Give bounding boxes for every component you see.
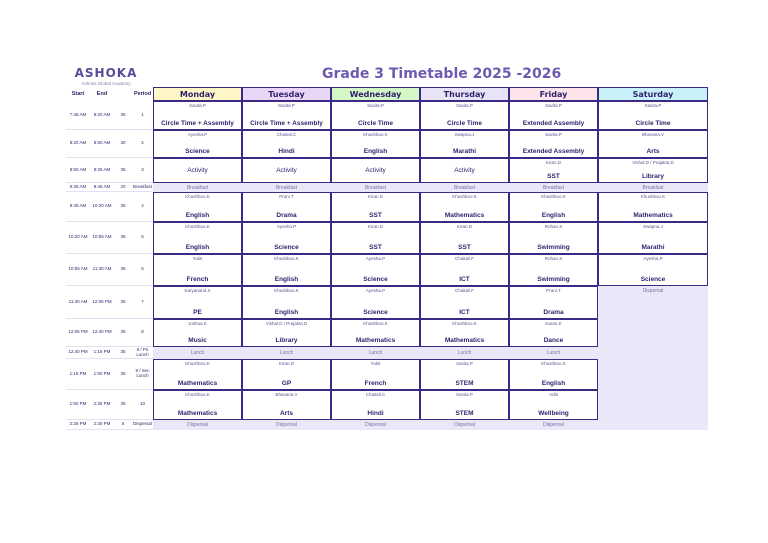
teacher-name: Ayesha.P (365, 288, 386, 293)
lesson-cell (509, 254, 598, 286)
lesson-cell (509, 286, 598, 319)
duration: 30 (114, 130, 132, 158)
subject-name: English (185, 244, 210, 251)
teacher-name: Kiran.D (278, 361, 294, 366)
end-time: 1:50 PM (90, 359, 114, 390)
subject-name: Marathi (452, 148, 477, 155)
start-time: 1:50 PM (66, 390, 90, 420)
lesson-cell (420, 359, 509, 390)
lesson-cell (598, 101, 708, 130)
day-header-monday: Monday (153, 87, 242, 101)
duration: 5 (114, 420, 132, 430)
dispersal-band: Dispersal (242, 420, 331, 430)
dispersal-band: Dispersal (331, 420, 420, 430)
start-time: 9:45 AM (66, 192, 90, 222)
teacher-name: Chaitali.F (454, 256, 474, 261)
teacher-name: Ayesha.P (276, 224, 297, 229)
lesson-cell (509, 130, 598, 158)
period-label: 6 (132, 254, 153, 286)
teacher-name: Chaitali.C (365, 392, 386, 397)
teacher-name: Yukti (192, 256, 203, 261)
subject-name: Science (363, 276, 388, 283)
lesson-cell (331, 158, 420, 183)
subject-name: Mathematics (633, 212, 673, 219)
duration: 35 (114, 347, 132, 359)
subject-name: Mathematics (355, 337, 396, 344)
duration: 35 (114, 222, 132, 254)
subject-name: Circle Time (358, 120, 393, 127)
lesson-cell (598, 130, 708, 158)
start-time: 9:25 AM (66, 183, 90, 192)
lesson-cell (331, 390, 420, 420)
duration: 35 (114, 101, 132, 130)
lesson-cell (242, 319, 331, 347)
lesson-cell (598, 222, 708, 254)
lesson-cell (420, 101, 509, 130)
lunch-band: Lunch (242, 347, 331, 359)
subject-name: Science (274, 244, 299, 251)
start-time: 8:20 AM (66, 130, 90, 158)
subject-name: English (274, 309, 299, 316)
subject-name: STEM (455, 380, 474, 387)
day-header-thursday: Thursday (420, 87, 509, 101)
lesson-cell (331, 130, 420, 158)
teacher-name: Khushboo.K (185, 194, 210, 199)
teacher-name: Prani.T (279, 194, 294, 199)
subject-name: Circle Time + Assembly (250, 120, 323, 127)
teacher-name: Savita.P (189, 103, 206, 108)
end-time: 10:20 AM (90, 192, 114, 222)
period-label: 4 (132, 192, 153, 222)
lesson-cell (153, 101, 242, 130)
teacher-name: Chaitali.C (276, 132, 297, 137)
teacher-name: Savita.P (367, 103, 384, 108)
lesson-cell (331, 359, 420, 390)
lesson-cell (153, 130, 242, 158)
period-label: Breakfast (132, 183, 153, 192)
subject-name: SST (369, 244, 382, 251)
lunch-band: Lunch (331, 347, 420, 359)
subject-name: English (541, 380, 566, 387)
start-time: 12:40 PM (66, 347, 90, 359)
subject-name: Mathematics (444, 337, 485, 344)
teacher-name: Savita.P (644, 103, 662, 108)
lesson-cell (420, 254, 509, 286)
subject-name: STEM (455, 410, 474, 417)
subject-name: English (274, 276, 299, 283)
period-label: 1 (132, 101, 153, 130)
subject-name: French (186, 276, 209, 283)
teacher-name: Rohan.S (544, 224, 563, 229)
subject-name: ICT (459, 276, 470, 283)
lesson-cell (598, 192, 708, 222)
end-time: 9:25 AM (90, 158, 114, 183)
lesson-cell (242, 286, 331, 319)
lesson-cell (598, 158, 708, 183)
start-time: 2:25 PM (66, 420, 90, 430)
teacher-name: Savita.P (278, 103, 295, 108)
school-logo (66, 66, 146, 86)
breakfast-band: Breakfast (153, 183, 242, 192)
lesson-cell (242, 390, 331, 420)
subject-name: Activity (365, 166, 386, 174)
teacher-name: Vishal.D / Prajakta.D (265, 321, 308, 326)
teacher-name: Khushboo.K (452, 321, 477, 326)
teacher-name: Savita.P (456, 361, 473, 366)
subject-name: Drama (276, 212, 297, 219)
subject-name: Library (275, 337, 298, 344)
timetable-grid (66, 87, 708, 430)
subject-name: Extended Assembly (522, 148, 585, 155)
end-time: 1:15 PM (90, 347, 114, 359)
subject-name: Circle Time (635, 120, 671, 127)
lesson-cell (331, 254, 420, 286)
teacher-name: Savita.P (456, 103, 473, 108)
teacher-name: Karan.K (545, 321, 562, 326)
end-time: 10:55 AM (90, 222, 114, 254)
subject-name: Mathematics (177, 380, 218, 387)
subject-name: Marathi (641, 244, 665, 251)
subject-name: SST (369, 212, 382, 219)
lesson-cell (420, 390, 509, 420)
period-label: Dispersal (132, 420, 153, 430)
subject-name: Wellbeing (538, 410, 569, 417)
subject-name: GP (281, 380, 292, 387)
lesson-cell (331, 222, 420, 254)
lesson-cell (153, 390, 242, 420)
subject-name: Activity (187, 166, 208, 174)
breakfast-band: Breakfast (420, 183, 509, 192)
lesson-cell (242, 222, 331, 254)
teacher-name: Khushboo.K (274, 288, 299, 293)
lesson-cell (331, 101, 420, 130)
start-time: 12:05 PM (66, 319, 90, 347)
subject-name: Mathematics (444, 212, 485, 219)
lesson-cell (420, 319, 509, 347)
teacher-name: Yukti (370, 361, 381, 366)
teacher-name: Swapna.J (454, 132, 475, 137)
subject-name: Drama (543, 309, 564, 316)
teacher-name: Ayesha.P (365, 256, 386, 261)
lesson-cell (153, 254, 242, 286)
end-time: 11:30 AM (90, 254, 114, 286)
teacher-name: Khushboo.K (640, 194, 666, 199)
subject-name: Science (363, 309, 388, 316)
dispersal-band: Dispersal (420, 420, 509, 430)
period-label: 5 (132, 222, 153, 254)
teacher-name: Khushboo.K (185, 392, 210, 397)
end-time: 12:05 PM (90, 286, 114, 319)
teacher-name: Aditi (549, 392, 558, 397)
lesson-cell (153, 158, 242, 183)
subject-name: Swimming (537, 276, 570, 283)
teacher-name: Kiran.D (367, 194, 383, 199)
day-header-friday: Friday (509, 87, 598, 101)
teacher-name: Savita.P (456, 392, 473, 397)
lesson-cell (420, 286, 509, 319)
period-label: 9 / Sec Lunch (132, 359, 153, 390)
subject-name: Music (188, 337, 207, 344)
subject-name: Arts (646, 148, 660, 155)
end-time: 12:40 PM (90, 319, 114, 347)
page-title: Grade 3 Timetable 2025 -2026 (322, 66, 562, 82)
lesson-cell (420, 192, 509, 222)
subject-name: Arts (279, 410, 293, 417)
lesson-cell (331, 286, 420, 319)
lesson-cell (153, 192, 242, 222)
subject-name: Swimming (537, 244, 570, 251)
header-duration (114, 87, 132, 101)
subject-name: SST (547, 173, 560, 180)
teacher-name: Prani.T (546, 288, 561, 293)
teacher-name: Savita.P (545, 132, 562, 137)
lesson-cell (420, 130, 509, 158)
subject-name: Library (641, 173, 665, 180)
period-label: 10 (132, 390, 153, 420)
subject-name: Mathematics (177, 410, 218, 417)
lunch-band: Lunch (153, 347, 242, 359)
dispersal-band: Dispersal (509, 420, 598, 430)
lesson-cell (420, 222, 509, 254)
end-time: 2:25 PM (90, 390, 114, 420)
teacher-name: Khushboo.K (274, 256, 299, 261)
lunch-band: Lunch (509, 347, 598, 359)
subject-name: English (363, 148, 388, 155)
header-period: Period (133, 91, 152, 97)
duration: 20 (114, 183, 132, 192)
lesson-cell (420, 158, 509, 183)
teacher-name: Savita.P (545, 103, 562, 108)
duration: 35 (114, 158, 132, 183)
start-time: 1:15 PM (66, 359, 90, 390)
subject-name: PE (193, 309, 202, 316)
subject-name: Dance (543, 337, 564, 344)
lesson-cell (509, 192, 598, 222)
saturday-dispersal-band: Dispersal (598, 286, 708, 430)
subject-name: French (364, 380, 387, 387)
start-time: 10:20 AM (66, 222, 90, 254)
logo-wordmark: ASHOKA (74, 66, 138, 80)
lesson-cell (509, 390, 598, 420)
end-time: 2:30 PM (90, 420, 114, 430)
subject-name: English (185, 212, 210, 219)
duration: 35 (114, 319, 132, 347)
day-header-tuesday: Tuesday (242, 87, 331, 101)
lesson-cell (331, 319, 420, 347)
lesson-cell (153, 286, 242, 319)
teacher-name: Kiran.D (545, 160, 561, 165)
lesson-cell (509, 101, 598, 130)
teacher-name: Kiran.D (456, 224, 472, 229)
subject-name: Activity (454, 166, 475, 174)
duration: 35 (114, 359, 132, 390)
start-time: 7:45 AM (66, 101, 90, 130)
duration: 35 (114, 192, 132, 222)
start-time: 10:55 AM (66, 254, 90, 286)
subject-name: Hindi (278, 148, 295, 155)
lesson-cell (242, 359, 331, 390)
teacher-name: Bhavana.V (275, 392, 298, 397)
period-label: 2 (132, 130, 153, 158)
teacher-name: Khushboo.K (541, 194, 566, 199)
header-start: Start (71, 91, 85, 97)
start-time: 11:30 AM (66, 286, 90, 319)
teacher-name: Khushboo.K (452, 194, 477, 199)
subject-name: Circle Time + Assembly (161, 120, 234, 127)
teacher-name: Rohan.S (544, 256, 563, 261)
end-time: 9:45 AM (90, 183, 114, 192)
dispersal-band: Dispersal (153, 420, 242, 430)
teacher-name: Bhavana.V (641, 132, 665, 137)
end-time: 8:20 AM (90, 101, 114, 130)
header-end: End (96, 91, 108, 97)
teacher-name: Khushboo.K (541, 361, 566, 366)
subject-name: English (541, 212, 566, 219)
teacher-name: Chaitali.F (454, 288, 474, 293)
period-label: 3 (132, 158, 153, 183)
teacher-name: Vishal.D / Prajakta.D (632, 160, 674, 165)
duration: 35 (114, 390, 132, 420)
lesson-cell (331, 192, 420, 222)
teacher-name: Karyanand.S (184, 288, 211, 293)
lesson-cell (242, 192, 331, 222)
lesson-cell (242, 158, 331, 183)
breakfast-band: Breakfast (242, 183, 331, 192)
period-label: 9 / Pri Lunch (132, 347, 153, 359)
subject-name: Hindi (367, 410, 384, 417)
teacher-name: Ayesha.P (643, 256, 663, 261)
lesson-cell (598, 254, 708, 286)
period-label: 8 (132, 319, 153, 347)
day-header-wednesday: Wednesday (331, 87, 420, 101)
breakfast-band: Breakfast (509, 183, 598, 192)
lunch-band: Lunch (420, 347, 509, 359)
lesson-cell (509, 359, 598, 390)
lesson-cell (509, 158, 598, 183)
teacher-name: Ayesha.P (187, 132, 208, 137)
period-label: 7 (132, 286, 153, 319)
subject-name: Science (640, 276, 666, 283)
lesson-cell (509, 319, 598, 347)
day-header-saturday: Saturday (598, 87, 708, 101)
lesson-cell (242, 130, 331, 158)
teacher-name: Khushboo.K (363, 132, 388, 137)
subject-name: SST (458, 244, 471, 251)
end-time: 8:50 AM (90, 130, 114, 158)
logo-subtitle: Ashoka Global Academy (81, 81, 131, 86)
lesson-cell (153, 359, 242, 390)
lesson-cell (153, 222, 242, 254)
teacher-name: Joshua.K (188, 321, 207, 326)
duration: 35 (114, 286, 132, 319)
subject-name: Circle Time (447, 120, 482, 127)
lesson-cell (242, 254, 331, 286)
teacher-name: Khushboo.K (185, 224, 210, 229)
breakfast-band: Breakfast (598, 183, 708, 192)
teacher-name: Khushboo.K (185, 361, 210, 366)
subject-name: Science (185, 148, 210, 155)
subject-name: ICT (459, 309, 470, 316)
subject-name: Extended Assembly (522, 120, 585, 127)
start-time: 8:50 AM (66, 158, 90, 183)
teacher-name: Khushboo.K (363, 321, 388, 326)
duration: 35 (114, 254, 132, 286)
lesson-cell (509, 222, 598, 254)
subject-name: Activity (276, 166, 297, 174)
teacher-name: Kiran.D (367, 224, 383, 229)
lesson-cell (153, 319, 242, 347)
breakfast-band: Breakfast (331, 183, 420, 192)
lesson-cell (242, 101, 331, 130)
teacher-name: Swapna.J (643, 224, 663, 229)
